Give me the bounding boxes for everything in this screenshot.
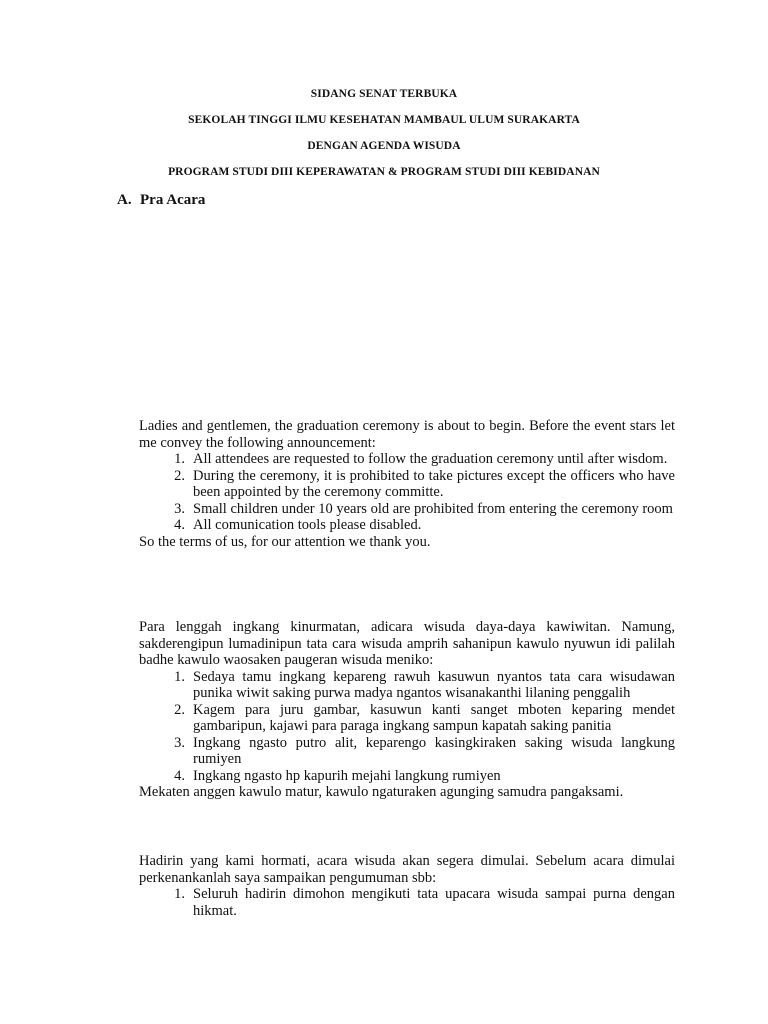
list-text: Small children under 10 years old are prohibited from entering the ceremony room bbox=[193, 500, 673, 517]
list-number: 1. bbox=[174, 668, 185, 685]
english-closing: So the terms of us, for our attention we thank you. bbox=[139, 533, 431, 550]
list-text: All attendees are requested to follow the graduation ceremony until after wisdom. bbox=[193, 451, 668, 467]
list-text: Kagem para juru gambar, kasuwun kanti sanget mboten keparing mendet gambaripun, kajawi para paraga ingkang sampun kapatah saking panitia bbox=[193, 701, 675, 734]
list-text: During the ceremony, it is prohibited to take pictures except the officers who have been appointed by the ceremony committe. bbox=[193, 467, 675, 500]
list-number: 1. bbox=[174, 886, 185, 902]
list-item bbox=[139, 768, 675, 785]
list-text: All comunication tools please disabled. bbox=[193, 517, 422, 533]
header-line-1: SIDANG SENAT TERBUKA bbox=[310, 88, 458, 100]
list-item bbox=[139, 451, 675, 468]
javanese-list bbox=[139, 669, 675, 785]
indonesian-list bbox=[139, 886, 675, 919]
list-item bbox=[139, 669, 675, 702]
header-line-4: PROGRAM STUDI DIII KEPERAWATAN & PROGRAM STUDI DIII KEBIDANAN bbox=[168, 166, 600, 178]
list-text: Ingkang ngasto hp kapurih mejahi langkung rumiyen bbox=[193, 767, 501, 784]
list-number: 4. bbox=[174, 517, 185, 533]
indonesian-intro: Hadirin yang kami hormati, acara wisuda akan segera dimulai. Sebelum acara dimulai perkenankanlah saya sampaikan pengumuman sbb: bbox=[139, 853, 675, 886]
section-marker: A. bbox=[117, 192, 132, 208]
list-text: Sedaya tamu ingkang kepareng rawuh kasuwun nyantos tata cara wisudawan punika wiwit saking purwa madya ngantos wisanakanthi lilaning penggalih bbox=[193, 668, 675, 701]
header-line-3: DENGAN AGENDA WISUDA bbox=[307, 140, 461, 152]
list-item bbox=[139, 702, 675, 735]
list-text: Seluruh hadirin dimohon mengikuti tata upacara wisuda sampai purna dengan hikmat. bbox=[193, 886, 675, 919]
header-line-2: SEKOLAH TINGGI ILMU KESEHATAN MAMBAUL ULUM SURAKARTA bbox=[188, 114, 580, 126]
english-intro: Ladies and gentlemen, the graduation ceremony is about to begin. Before the event stars let me convey the following announcement: bbox=[139, 418, 675, 451]
english-list bbox=[139, 451, 675, 534]
javanese-closing: Mekaten anggen kawulo matur, kawulo ngaturaken agunging samudra pangaksami. bbox=[139, 784, 624, 800]
list-item bbox=[139, 735, 675, 768]
list-number: 4. bbox=[174, 767, 185, 784]
list-number: 3. bbox=[174, 734, 185, 751]
list-number: 2. bbox=[174, 701, 185, 718]
list-item bbox=[139, 501, 675, 518]
list-number: 3. bbox=[174, 500, 185, 517]
section-title: Pra Acara bbox=[140, 192, 206, 208]
javanese-announcement bbox=[139, 619, 675, 801]
list-number: 2. bbox=[174, 467, 185, 484]
indonesian-announcement bbox=[139, 853, 675, 919]
list-text: Ingkang ngasto putro alit, keparengo kasingkiraken saking wisuda langkung rumiyen bbox=[193, 734, 675, 767]
list-item bbox=[139, 886, 675, 919]
section-heading-pra-acara bbox=[117, 192, 205, 209]
list-item bbox=[139, 468, 675, 501]
javanese-intro: Para lenggah ingkang kinurmatan, adicara wisuda daya-daya kawiwitan. Namung, sakderengipun lumadinipun tata cara wisuda amprih sahanipun kawulo nyuwun idi palilah badhe kawulo waosaken paugeran wisuda meniko: bbox=[139, 619, 675, 668]
list-item bbox=[139, 517, 675, 534]
english-announcement bbox=[139, 418, 675, 550]
list-number: 1. bbox=[174, 451, 185, 467]
